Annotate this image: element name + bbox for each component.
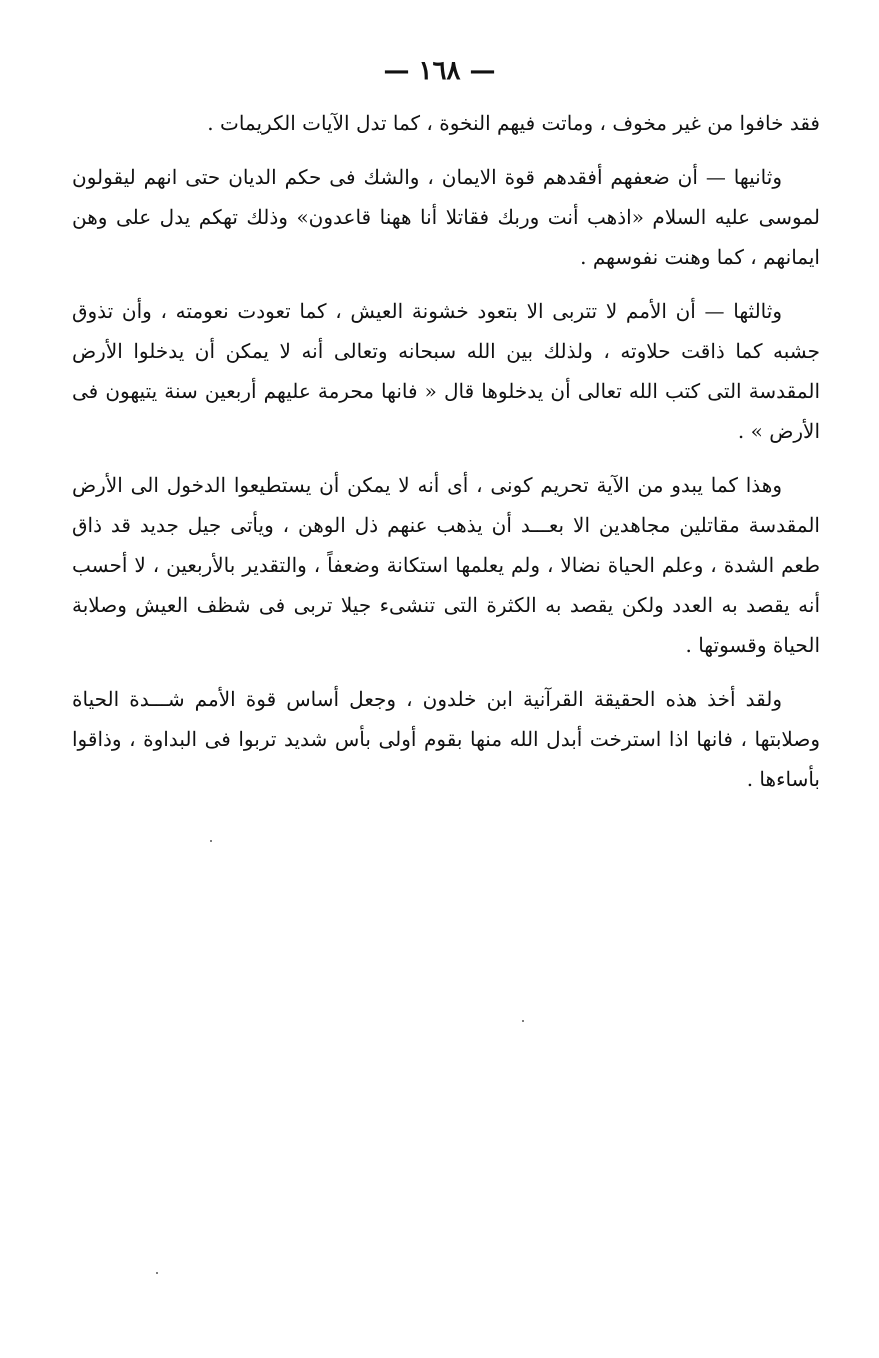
paragraph-4: وهذا كما يبدو من الآية تحريم كونى ، أى أنه لا يمكن أن يستطيعوا الدخول الى الأرض المقدسة مقاتلين مجاهدين الا بعـــد أن يذهب عنهم ذل الوهن ، ويأتى جيل جديد قد ذاق طعم الشدة ، وعلم الحياة نضالا ، ولم يعلمها استكانة وضعفاً ، والتقدير بالأربعين ، لا أحسب أنه يقصد به العدد ولكن يقصد به الكثرة التى تنشىء جيلا تربى فى شظف العيش وصلابة الحياة وقسوتها . (72, 473, 821, 657)
paragraph-3: وثالثها — أن الأمم لا تتربى الا بتعود خشونة العيش ، كما تعودت نعومته ، وأن تذوق جشبه كما ذاقت حلاوته ، ولذلك بين الله سبحانه وتعالى أنه لا يمكن أن يدخلوا الأرض المقدسة التى كتب الله تعالى أن يدخلوها قال « فانها محرمة عليهم أربعين سنة يتيهون فى الأرض » . (72, 299, 821, 443)
page-body (72, 103, 820, 813)
scan-speck (522, 1020, 524, 1022)
scan-speck (156, 1272, 158, 1274)
page-number: — ١٦٨ — (383, 56, 496, 86)
paragraph-2: وثانيها — أن ضعفهم أفقدهم قوة الايمان ، والشك فى حكم الديان حتى انهم ليقولون لموسى عليه السلام «اذهب أنت وربك فقاتلا أنا ههنا قاعدون» وذلك تهكم يدل على وهن ايمانهم ، كما وهنت نفوسهم . (72, 165, 820, 269)
scan-speck (210, 840, 212, 842)
paragraph-1: فقد خافوا من غير مخوف ، وماتت فيهم النخوة ، كما تدل الآيات الكريمات . (207, 111, 820, 135)
paragraph-5: ولقد أخذ هذه الحقيقة القرآنية ابن خلدون ، وجعل أساس قوة الأمم شـــدة الحياة وصلابتها ، فانها اذا استرخت أبدل الله منها بقوم أولى بأس شديد تربوا فى البداوة ، وذاقوا بأساءها . (72, 687, 820, 791)
